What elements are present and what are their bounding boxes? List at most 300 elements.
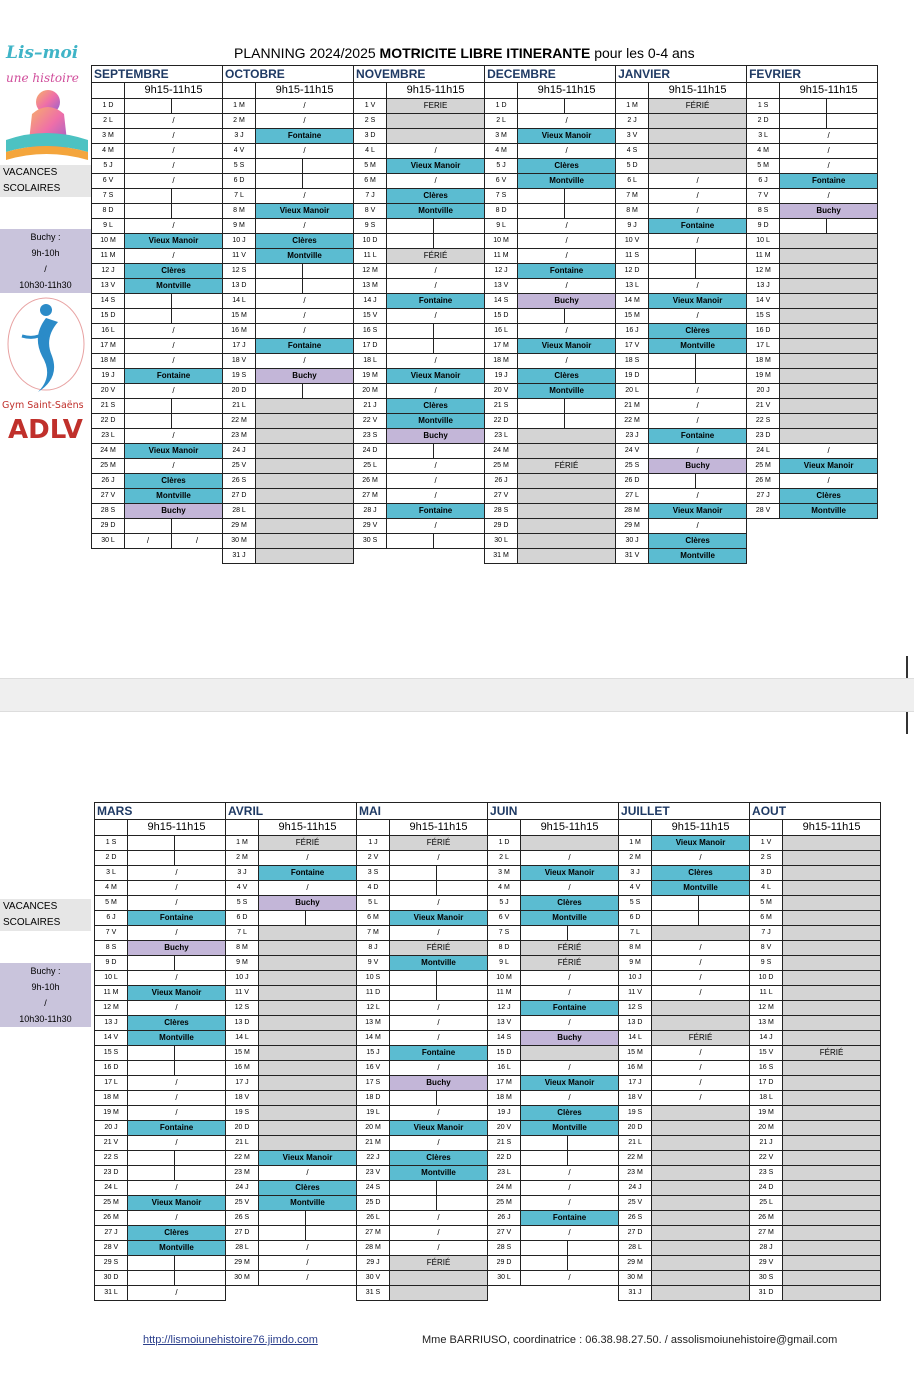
- day-label: 22 M: [616, 414, 649, 429]
- day-label: 31 J: [223, 549, 256, 564]
- session-cell: Clères: [521, 896, 619, 911]
- holiday-cell: [518, 519, 616, 534]
- day-label: 23 M: [223, 429, 256, 444]
- session-cell: Montville: [125, 279, 223, 294]
- day-label: 22 J: [357, 1151, 390, 1166]
- session-cell: Montville: [649, 549, 747, 564]
- session-cell: Montville: [256, 249, 354, 264]
- day-label: 25 V: [223, 459, 256, 474]
- day-label: 7 S: [485, 189, 518, 204]
- day-label: 20 D: [223, 384, 256, 399]
- footer-contact: Mme BARRIUSO, coordinatrice : 06.38.98.27.50. / assolismoiunehistoire@gmail.com: [422, 1334, 838, 1346]
- session-cell: Vieux Manoir: [387, 369, 485, 384]
- slot-cell: [128, 956, 175, 971]
- day-label: 7 J: [354, 189, 387, 204]
- calendar-row: [92, 339, 878, 354]
- day-label: 28 J: [354, 504, 387, 519]
- day-label: 9 M: [223, 219, 256, 234]
- session-cell: Clères: [128, 1016, 226, 1031]
- calendar-row: [92, 414, 878, 429]
- session-cell: Vieux Manoir: [518, 339, 616, 354]
- day-label: 2 L: [488, 851, 521, 866]
- day-label: 31 D: [750, 1286, 783, 1301]
- slot-cell: [128, 836, 175, 851]
- day-label: 21 L: [226, 1136, 259, 1151]
- day-label: 26 S: [223, 474, 256, 489]
- calendar-row: [95, 1196, 881, 1211]
- day-label: 30 D: [95, 1271, 128, 1286]
- holiday-cell: [652, 1151, 750, 1166]
- day-label: 14 S: [488, 1031, 521, 1046]
- day-label: 23 D: [95, 1166, 128, 1181]
- session-cell: Clères: [518, 369, 616, 384]
- holiday-cell: [783, 866, 881, 881]
- slot-cell: /: [518, 219, 616, 234]
- calendar-row: [92, 309, 878, 324]
- session-cell: Clères: [652, 866, 750, 881]
- day-label: 28 S: [92, 504, 125, 519]
- slot-cell: /: [387, 144, 485, 159]
- holiday-cell: [780, 384, 878, 399]
- session-cell: Fontaine: [387, 504, 485, 519]
- slot-cell: /: [649, 204, 747, 219]
- day-label: 5 S: [226, 896, 259, 911]
- hours-spacer: [616, 83, 649, 99]
- day-label: 1 S: [95, 836, 128, 851]
- day-label: 4 L: [354, 144, 387, 159]
- calendar-row: [95, 866, 881, 881]
- day-label: 6 D: [223, 174, 256, 189]
- calendar-row: [92, 219, 878, 234]
- day-label: 9 S: [750, 956, 783, 971]
- day-label: 20 V: [488, 1121, 521, 1136]
- day-label: 9 V: [357, 956, 390, 971]
- slot-cell: [652, 911, 699, 926]
- session-cell: Vieux Manoir: [649, 504, 747, 519]
- day-label: 7 L: [226, 926, 259, 941]
- slot-cell: /: [125, 339, 223, 354]
- slot-cell: /: [652, 956, 750, 971]
- calendar-row: [92, 204, 878, 219]
- slot-cell: [827, 99, 878, 114]
- day-label: 23 L: [92, 429, 125, 444]
- day-label: 1 M: [619, 836, 652, 851]
- day-label: 26 S: [619, 1211, 652, 1226]
- holiday-cell: [783, 1061, 881, 1076]
- day-label: 28 L: [223, 504, 256, 519]
- day-label: 4 V: [223, 144, 256, 159]
- slot-cell: [128, 1061, 175, 1076]
- holiday-cell: [780, 264, 878, 279]
- slot-cell: [387, 444, 434, 459]
- day-label: 14 J: [354, 294, 387, 309]
- session-cell: Clères: [387, 399, 485, 414]
- session-cell: Buchy: [387, 429, 485, 444]
- day-label: 9 J: [616, 219, 649, 234]
- session-cell: Fontaine: [128, 911, 226, 926]
- session-cell: Fontaine: [387, 294, 485, 309]
- session-cell: Vieux Manoir: [128, 986, 226, 1001]
- day-label: 26 M: [95, 1211, 128, 1226]
- day-label: 21 J: [354, 399, 387, 414]
- session-cell: Montville: [387, 414, 485, 429]
- day-label: 14 V: [747, 294, 780, 309]
- day-label: 4 M: [747, 144, 780, 159]
- page-title: PLANNING 2024/2025 MOTRICITE LIBRE ITINERANTE pour les 0-4 ans: [234, 45, 695, 61]
- slot-cell: /: [652, 1061, 750, 1076]
- day-label: 7 V: [747, 189, 780, 204]
- holiday-cell: [256, 519, 354, 534]
- vacances-legend-page1: VACANCES SCOLAIRES: [0, 165, 91, 197]
- session-cell: Montville: [521, 911, 619, 926]
- day-label: 19 L: [357, 1106, 390, 1121]
- slot-cell: [175, 956, 226, 971]
- scroll-marker: [906, 712, 908, 734]
- session-cell: Montville: [390, 956, 488, 971]
- day-label: 18 M: [92, 354, 125, 369]
- month-header: DECEMBRE: [485, 66, 616, 83]
- day-label: 27 D: [226, 1226, 259, 1241]
- day-label: 18 D: [357, 1091, 390, 1106]
- session-cell: FÉRIÉ: [390, 941, 488, 956]
- day-label: 20 V: [485, 384, 518, 399]
- day-label: 13 M: [354, 279, 387, 294]
- day-label: 1 D: [488, 836, 521, 851]
- page-break: [0, 678, 914, 712]
- day-label: 22 S: [747, 414, 780, 429]
- day-label: 7 J: [750, 926, 783, 941]
- day-label: 21 S: [92, 399, 125, 414]
- slot-cell: /: [652, 986, 750, 1001]
- day-label: 7 S: [92, 189, 125, 204]
- holiday-cell: [256, 444, 354, 459]
- day-label: 27 V: [488, 1226, 521, 1241]
- day-label: 11 S: [616, 249, 649, 264]
- day-label: 28 L: [226, 1241, 259, 1256]
- day-label: 7 M: [357, 926, 390, 941]
- slot-cell: /: [128, 896, 226, 911]
- calendar-row: [92, 549, 878, 564]
- day-label: 30 V: [357, 1271, 390, 1286]
- day-label: 8 M: [616, 204, 649, 219]
- month-header: JANVIER: [616, 66, 747, 83]
- slot-cell: [568, 1256, 619, 1271]
- day-label: 20 M: [750, 1121, 783, 1136]
- day-label: 29 M: [226, 1256, 259, 1271]
- day-label: 1 M: [616, 99, 649, 114]
- hours-spacer: [354, 83, 387, 99]
- slot-cell: [649, 354, 696, 369]
- day-label: 16 J: [616, 324, 649, 339]
- session-cell: Vieux Manoir: [125, 234, 223, 249]
- day-label: 30 L: [92, 534, 125, 549]
- slot-cell: /: [259, 851, 357, 866]
- day-label: 14 S: [92, 294, 125, 309]
- holiday-cell: [518, 474, 616, 489]
- day-label: 26 M: [750, 1211, 783, 1226]
- day-label: 21 M: [357, 1136, 390, 1151]
- day-label: 10 M: [488, 971, 521, 986]
- slot-cell: [434, 219, 485, 234]
- slot-cell: /: [649, 384, 747, 399]
- day-label: 18 M: [747, 354, 780, 369]
- calendar-row: [92, 99, 878, 114]
- slot-cell: /: [128, 971, 226, 986]
- day-label: 6 J: [95, 911, 128, 926]
- month-header: SEPTEMBRE: [92, 66, 223, 83]
- slot-cell: /: [256, 294, 354, 309]
- day-label: 17 L: [95, 1076, 128, 1091]
- holiday-cell: [518, 444, 616, 459]
- slot-cell: [518, 189, 565, 204]
- holiday-cell: [783, 1031, 881, 1046]
- day-label: 29 D: [488, 1256, 521, 1271]
- session-cell: Vieux Manoir: [256, 204, 354, 219]
- holiday-cell: [518, 489, 616, 504]
- day-label: 18 S: [616, 354, 649, 369]
- slot-cell: [128, 851, 175, 866]
- day-label: 2 S: [750, 851, 783, 866]
- calendar-row: [95, 881, 881, 896]
- day-label: 26 J: [488, 1211, 521, 1226]
- holiday-cell: [256, 549, 354, 564]
- hours-label: 9h15-11h15: [256, 83, 354, 99]
- day-label: 11 L: [354, 249, 387, 264]
- day-label: 30 M: [619, 1271, 652, 1286]
- calendar-row: [92, 489, 878, 504]
- slot-cell: /: [259, 1271, 357, 1286]
- day-label: 24 J: [223, 444, 256, 459]
- slot-cell: /: [652, 941, 750, 956]
- day-label: 6 D: [226, 911, 259, 926]
- holiday-cell: [783, 1016, 881, 1031]
- slot-cell: [175, 851, 226, 866]
- session-cell: Fontaine: [128, 1121, 226, 1136]
- hours-label: 9h15-11h15: [521, 820, 619, 836]
- empty-cell: [488, 1286, 619, 1301]
- calendar-row: [92, 324, 878, 339]
- day-label: 29 M: [223, 519, 256, 534]
- month-header: OCTOBRE: [223, 66, 354, 83]
- day-label: 27 J: [95, 1226, 128, 1241]
- day-label: 2 M: [223, 114, 256, 129]
- calendar-row: [95, 956, 881, 971]
- slot-cell: [387, 534, 434, 549]
- slot-cell: /: [521, 1166, 619, 1181]
- day-label: 20 V: [92, 384, 125, 399]
- day-label: 18 M: [95, 1091, 128, 1106]
- slot-cell: /: [256, 309, 354, 324]
- slot-cell: [175, 1061, 226, 1076]
- session-cell: Clères: [521, 1106, 619, 1121]
- day-label: 3 D: [750, 866, 783, 881]
- hours-label: 9h15-11h15: [390, 820, 488, 836]
- holiday-cell: [652, 1121, 750, 1136]
- slot-cell: [699, 911, 750, 926]
- slot-cell: [175, 836, 226, 851]
- holiday-cell: [259, 971, 357, 986]
- day-label: 16 L: [485, 324, 518, 339]
- session-cell: Clères: [649, 534, 747, 549]
- day-label: 3 D: [354, 129, 387, 144]
- day-label: 22 M: [223, 414, 256, 429]
- day-label: 14 S: [485, 294, 518, 309]
- calendar-row: [92, 129, 878, 144]
- day-label: 1 D: [92, 99, 125, 114]
- holiday-cell: [783, 1181, 881, 1196]
- day-label: 31 J: [619, 1286, 652, 1301]
- day-label: 23 L: [485, 429, 518, 444]
- day-label: 3 J: [619, 866, 652, 881]
- slot-cell: [649, 474, 696, 489]
- session-cell: Montville: [125, 489, 223, 504]
- day-label: 17 J: [619, 1076, 652, 1091]
- session-cell: Fontaine: [780, 174, 878, 189]
- day-label: 1 V: [354, 99, 387, 114]
- session-cell: Vieux Manoir: [128, 1196, 226, 1211]
- day-label: 13 L: [616, 279, 649, 294]
- slot-cell: /: [128, 1001, 226, 1016]
- slot-cell: /: [780, 129, 878, 144]
- slot-cell: [125, 519, 172, 534]
- day-label: 5 J: [488, 896, 521, 911]
- day-label: 28 M: [616, 504, 649, 519]
- calendar-row: [92, 234, 878, 249]
- slot-cell: /: [125, 459, 223, 474]
- day-label: 3 J: [226, 866, 259, 881]
- day-label: 15 D: [488, 1046, 521, 1061]
- day-label: 7 S: [488, 926, 521, 941]
- slot-cell: /: [172, 534, 223, 549]
- slot-cell: /: [125, 144, 223, 159]
- slot-cell: /: [128, 1181, 226, 1196]
- slot-cell: /: [780, 474, 878, 489]
- session-cell: FÉRIÉ: [387, 249, 485, 264]
- day-label: 5 M: [354, 159, 387, 174]
- day-label: 9 L: [488, 956, 521, 971]
- slot-cell: [128, 1256, 175, 1271]
- day-label: 5 D: [616, 159, 649, 174]
- session-cell: FÉRIÉ: [783, 1046, 881, 1061]
- day-label: 14 L: [223, 294, 256, 309]
- day-label: 7 M: [616, 189, 649, 204]
- session-cell: Montville: [128, 1241, 226, 1256]
- session-cell: FÉRIÉ: [649, 99, 747, 114]
- day-label: 21 J: [750, 1136, 783, 1151]
- day-label: 8 D: [92, 204, 125, 219]
- slot-cell: [306, 911, 357, 926]
- holiday-cell: [390, 1271, 488, 1286]
- slot-cell: /: [652, 1046, 750, 1061]
- holiday-cell: [259, 941, 357, 956]
- day-label: 15 D: [92, 309, 125, 324]
- day-label: 6 M: [354, 174, 387, 189]
- day-label: 15 M: [619, 1046, 652, 1061]
- slot-cell: [434, 339, 485, 354]
- day-label: 16 M: [226, 1061, 259, 1076]
- holiday-cell: [652, 1181, 750, 1196]
- calendar-row: [92, 189, 878, 204]
- session-cell: Buchy: [259, 896, 357, 911]
- holiday-cell: [521, 1046, 619, 1061]
- slot-cell: /: [521, 1226, 619, 1241]
- day-label: 23 V: [357, 1166, 390, 1181]
- day-label: 23 J: [616, 429, 649, 444]
- day-label: 14 M: [357, 1031, 390, 1046]
- slot-cell: /: [125, 324, 223, 339]
- session-cell: Montville: [390, 1166, 488, 1181]
- slot-cell: [518, 99, 565, 114]
- day-label: 24 D: [750, 1181, 783, 1196]
- day-label: 9 D: [95, 956, 128, 971]
- session-cell: Vieux Manoir: [390, 1121, 488, 1136]
- session-cell: FÉRIÉ: [652, 1031, 750, 1046]
- day-label: 12 S: [226, 1001, 259, 1016]
- calendar-row: [92, 369, 878, 384]
- day-label: 25 D: [357, 1196, 390, 1211]
- holiday-cell: [256, 534, 354, 549]
- calendar-row: [95, 971, 881, 986]
- empty-cell: [747, 549, 878, 564]
- day-label: 15 D: [485, 309, 518, 324]
- day-label: 12 S: [223, 264, 256, 279]
- slot-cell: [437, 986, 488, 1001]
- day-label: 17 D: [354, 339, 387, 354]
- calendar-row: [92, 294, 878, 309]
- slot-cell: [306, 1211, 357, 1226]
- day-label: 24 D: [354, 444, 387, 459]
- slot-cell: /: [649, 174, 747, 189]
- slot-cell: /: [521, 1016, 619, 1031]
- day-label: 19 M: [354, 369, 387, 384]
- session-cell: Fontaine: [256, 129, 354, 144]
- day-label: 28 V: [747, 504, 780, 519]
- month-header: JUIN: [488, 803, 619, 820]
- calendar-table-page1: [91, 65, 878, 564]
- website-link[interactable]: http://lismoiunehistoire76.jimdo.com: [143, 1334, 318, 1346]
- holiday-cell: [783, 1166, 881, 1181]
- day-label: 3 V: [616, 129, 649, 144]
- session-cell: Buchy: [518, 294, 616, 309]
- day-label: 30 L: [488, 1271, 521, 1286]
- calendar-row: [92, 504, 878, 519]
- holiday-cell: [783, 1211, 881, 1226]
- slot-cell: [827, 219, 878, 234]
- day-label: 6 M: [357, 911, 390, 926]
- slot-cell: [780, 114, 827, 129]
- slot-cell: /: [256, 144, 354, 159]
- day-label: 28 L: [619, 1241, 652, 1256]
- slot-cell: [649, 264, 696, 279]
- slot-cell: /: [390, 926, 488, 941]
- slot-cell: /: [649, 234, 747, 249]
- day-label: 30 S: [750, 1271, 783, 1286]
- day-label: 5 M: [750, 896, 783, 911]
- calendar-row: [95, 1286, 881, 1301]
- slot-cell: [128, 1151, 175, 1166]
- day-label: 17 V: [616, 339, 649, 354]
- slot-cell: [437, 881, 488, 896]
- calendar-row: [95, 926, 881, 941]
- session-cell: Fontaine: [649, 429, 747, 444]
- slot-cell: [437, 866, 488, 881]
- session-cell: Montville: [649, 339, 747, 354]
- day-label: 6 J: [747, 174, 780, 189]
- empty-cell: [747, 534, 878, 549]
- session-cell: Clères: [259, 1181, 357, 1196]
- day-label: 8 V: [354, 204, 387, 219]
- day-label: 15 S: [95, 1046, 128, 1061]
